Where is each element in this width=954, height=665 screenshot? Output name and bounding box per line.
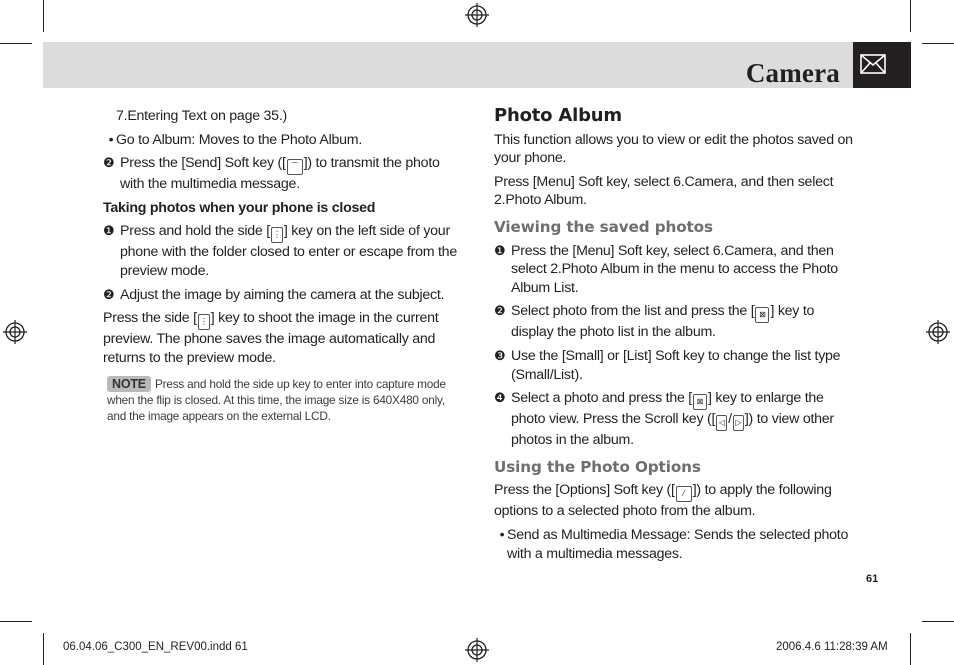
send-bullet-text: Send as Multimedia Message: Sends the selected photo with a multimedia messages. xyxy=(507,526,849,562)
side-key-icon: ⋮ xyxy=(271,227,283,243)
crop-mark xyxy=(910,0,911,32)
step-number: ❶ xyxy=(103,223,115,239)
crop-mark xyxy=(922,621,954,622)
step-text-part: Press and hold the side [ xyxy=(120,223,270,240)
step-text-part: ] key to display the photo list in the album. xyxy=(511,303,815,341)
step-text xyxy=(120,222,463,280)
step-text xyxy=(511,389,854,450)
step-text-part: ] key to enlarge the photo view. Press the Scroll key ([ xyxy=(511,390,824,428)
step-text-part: Select a photo and press the [ xyxy=(511,390,693,407)
menu-path-paragraph: Press [Menu] Soft key, select 6.Camera, and then select 2.Photo Album. xyxy=(494,173,834,209)
step-number: ❸ xyxy=(494,347,506,363)
step-text: Press the [Menu] Soft key, select 6.Camera, and then select 2.Photo Album in the menu to access the Photo Album List. xyxy=(511,242,838,296)
step-text xyxy=(511,302,854,342)
registration-mark-icon xyxy=(3,320,27,344)
step-text-part: Press the [Send] Soft key ([ xyxy=(120,155,286,172)
crop-mark xyxy=(0,621,32,622)
shoot-paragraph xyxy=(103,309,463,367)
registration-mark-icon xyxy=(465,638,489,662)
step-text-part: ] key on the left side of your phone with the folder closed to enter or escape from the preview mode. xyxy=(120,223,457,279)
ok-key-icon: ⊠ xyxy=(755,307,769,323)
step-text-part: ]) to view other photos in the album. xyxy=(511,411,834,449)
scroll-left-key-icon: ◁ xyxy=(716,415,727,431)
envelope-icon xyxy=(860,54,886,74)
step-text: Use the [Small] or [List] Soft key to change the list type (Small/List). xyxy=(511,347,841,383)
step-number: ❶ xyxy=(494,242,506,258)
header-icon-box xyxy=(853,42,911,88)
step-number: ❹ xyxy=(494,390,506,406)
step-text-part: Select photo from the list and press the [ xyxy=(511,303,755,320)
ok-key-icon: ⊠ xyxy=(693,394,707,410)
crop-mark xyxy=(910,633,911,665)
list-item xyxy=(103,131,463,150)
scroll-right-key-icon: ▷ xyxy=(733,415,744,431)
album-bullet-text: Go to Album: Moves to the Photo Album. xyxy=(116,131,363,148)
step-item xyxy=(103,286,463,305)
paragraph-part: Press the side [ xyxy=(103,310,197,327)
note-block xyxy=(103,376,463,424)
step-text: Adjust the image by aiming the camera at the subject. xyxy=(120,286,445,303)
crop-mark xyxy=(43,633,44,665)
step-item xyxy=(103,222,463,280)
step-number: ❷ xyxy=(494,303,506,319)
options-key-icon: ⁄ xyxy=(676,486,692,502)
step-item xyxy=(494,302,854,342)
step-item xyxy=(494,242,854,298)
step-item xyxy=(103,154,463,194)
crop-mark xyxy=(0,43,32,44)
step-item xyxy=(494,389,854,450)
paragraph-part: Press the [Options] Soft key ([ xyxy=(494,482,675,499)
options-heading: Using the Photo Options xyxy=(494,457,701,476)
step-item xyxy=(494,347,854,384)
step-number: ❷ xyxy=(103,286,115,302)
send-key-icon: ⌒ xyxy=(287,159,303,175)
side-key-icon: ⋮ xyxy=(198,314,210,330)
closed-heading: Taking photos when your phone is closed xyxy=(103,199,376,216)
paragraph-part: ] key to shoot the image in the current preview. The phone saves the image automatically and returns to the preview mode. xyxy=(103,310,439,366)
bullet: • xyxy=(108,131,114,148)
footer-timestamp: 2006.4.6 11:28:39 AM xyxy=(776,641,888,653)
paragraph-part: ]) to apply the following options to a selected photo from the album. xyxy=(494,482,832,520)
crop-mark xyxy=(922,43,954,44)
section-title: Photo Album xyxy=(494,105,622,126)
step-text-part: / xyxy=(728,411,732,428)
note-text: Press and hold the side up key to enter into capture mode when the flip is closed. At this time, the image size is 640X480 only, and the image appears on the external LCD. xyxy=(107,377,446,424)
registration-mark-icon xyxy=(465,3,489,27)
options-paragraph xyxy=(494,481,854,521)
intro-paragraph: This function allows you to view or edit the photos saved on your phone. xyxy=(494,131,853,167)
registration-mark-icon xyxy=(926,320,950,344)
continuation-text: 7.Entering Text on page 35.) xyxy=(116,108,287,124)
step-number: ❷ xyxy=(103,155,115,171)
crop-mark xyxy=(43,0,44,32)
footer-file: 06.04.06_C300_EN_REV00.indd 61 xyxy=(63,641,248,653)
step-text-part: ]) to transmit the photo with the multimedia message. xyxy=(120,155,440,193)
list-item xyxy=(494,526,854,563)
step-text xyxy=(120,154,463,194)
viewing-heading: Viewing the saved photos xyxy=(494,217,713,236)
right-column xyxy=(494,107,854,563)
page-title: Camera xyxy=(745,58,840,88)
page-number: 61 xyxy=(866,573,879,585)
note-badge: NOTE xyxy=(107,376,151,392)
left-column xyxy=(103,107,463,424)
bullet: • xyxy=(499,526,505,543)
